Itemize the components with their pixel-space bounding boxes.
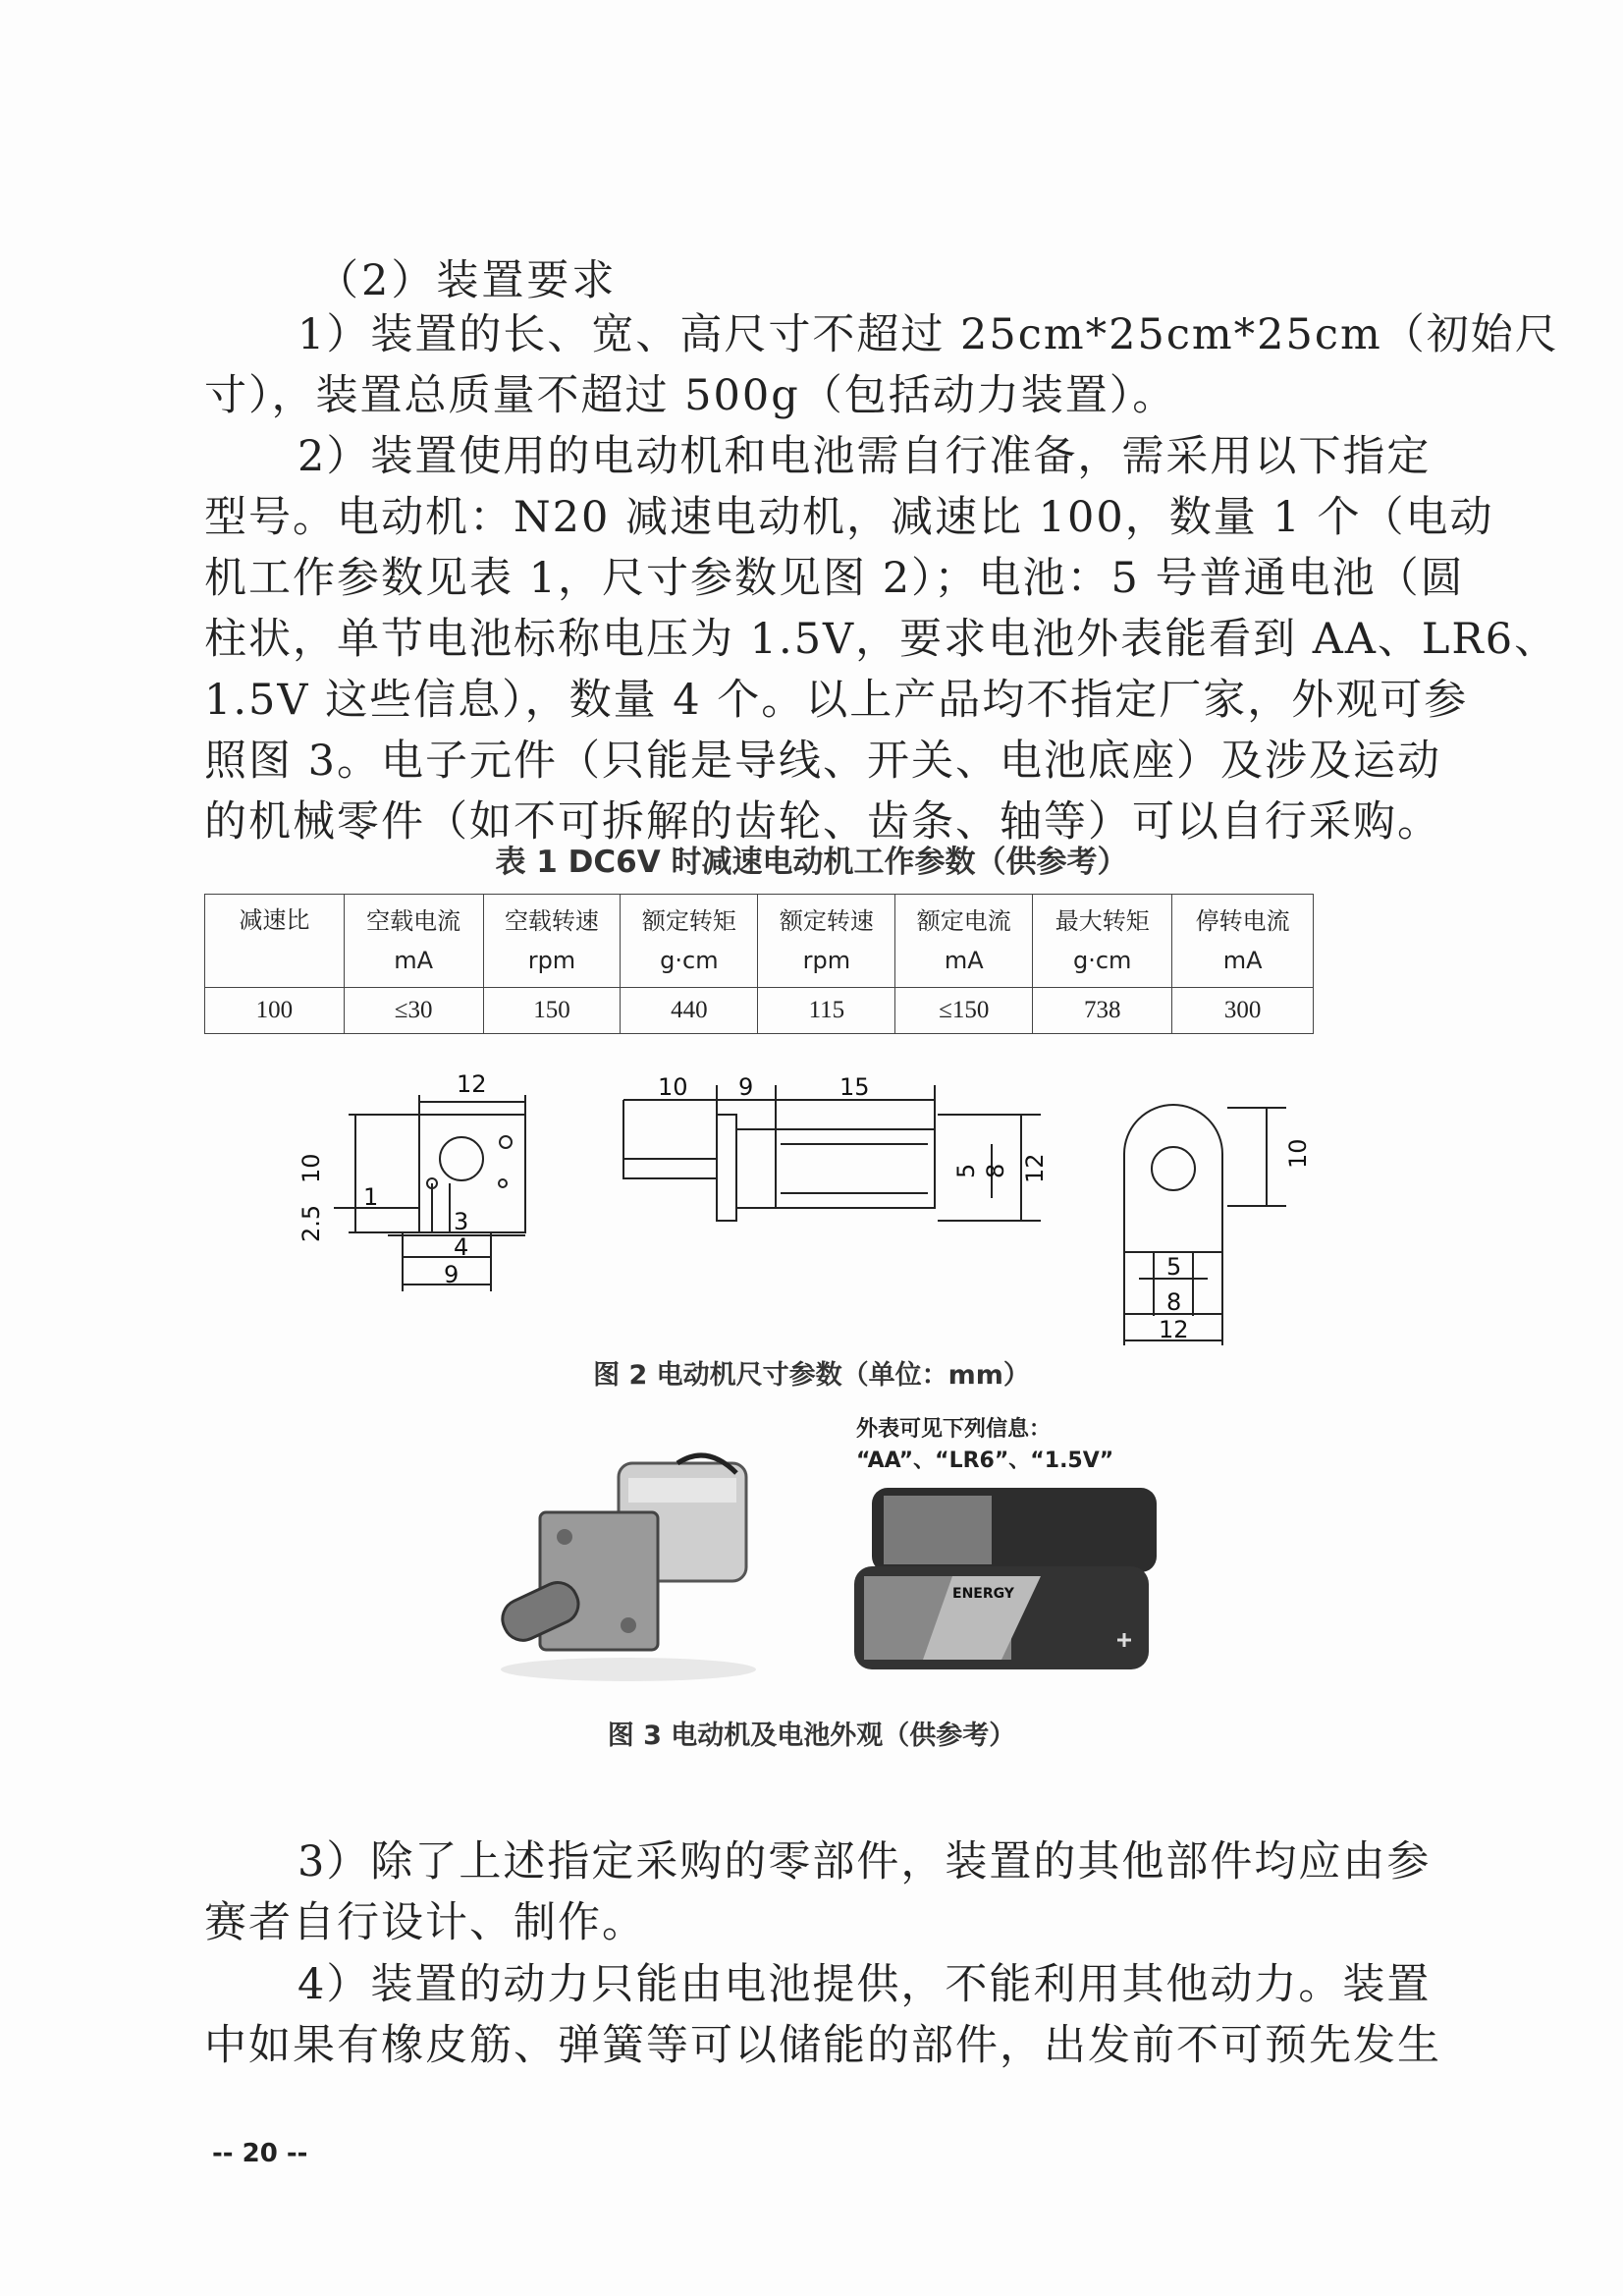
table-cell: ≤150 — [895, 988, 1033, 1034]
dim-label: 5 — [1166, 1253, 1182, 1281]
battery-note-line1: 外表可见下列信息： — [856, 1417, 1052, 1442]
table-cell: ≤30 — [344, 988, 483, 1034]
table-cell: 100 — [205, 988, 345, 1034]
battery-photo — [844, 1488, 1159, 1684]
header-cell: 停转电流 mA — [1172, 895, 1314, 988]
dim-label: 9 — [444, 1261, 460, 1288]
dim-label: 8 — [982, 1163, 1009, 1178]
dim-label: 10 — [1284, 1138, 1312, 1169]
header-cell: 额定电流 mA — [895, 895, 1033, 988]
dim-label: 15 — [839, 1073, 870, 1101]
text-line: 3）除了上述指定采购的零部件，装置的其他部件均应由参 — [298, 1837, 1432, 1886]
table-cell: 738 — [1033, 988, 1172, 1034]
header-cell: 最大转矩 g·cm — [1033, 895, 1172, 988]
dim-label: 1 — [363, 1183, 379, 1211]
header-cell: 空载转速 rpm — [483, 895, 621, 988]
paragraph-1 — [204, 304, 1559, 426]
dim-label: 3 — [454, 1208, 469, 1235]
dim-label: 12 — [457, 1070, 487, 1098]
text-line: 寸），装置总质量不超过 500g（包括动力装置）。 — [204, 371, 1177, 420]
dim-label: 2.5 — [298, 1204, 325, 1242]
text-line: 机工作参数见表 1，尺寸参数见图 2）；电池：5 号普通电池（圆 — [204, 554, 1465, 603]
text-line: 4）装置的动力只能由电池提供，不能利用其他动力。装置 — [298, 1960, 1432, 2009]
table-cell: 440 — [621, 988, 758, 1034]
page-number: -- 20 -- — [212, 2139, 308, 2168]
dim-label: 10 — [298, 1153, 325, 1183]
table-header-row — [205, 895, 1314, 988]
text-line: 赛者自行设计、制作。 — [204, 1898, 646, 1947]
motor-dimension-drawing — [295, 1061, 1375, 1355]
motor-parameters-table — [204, 894, 1314, 1034]
paragraph-4 — [204, 1954, 1441, 2076]
table-cell: 300 — [1172, 988, 1314, 1034]
end-view-drawing — [1124, 1105, 1286, 1345]
dim-label: 9 — [738, 1073, 754, 1101]
text-line: 2）装置使用的电动机和电池需自行准备，需采用以下指定 — [298, 432, 1432, 481]
section-heading: （2）装置要求 — [316, 256, 618, 305]
text-line: 中如果有橡皮筋、弹簧等可以储能的部件，出发前不可预先发生 — [204, 2021, 1441, 2070]
side-view-drawing — [623, 1085, 1041, 1221]
figure3-caption: 图 3 电动机及电池外观（供参考） — [607, 1721, 1016, 1751]
table-cell: 115 — [758, 988, 895, 1034]
header-cell: 减速比 — [205, 895, 345, 988]
dim-label: 8 — [1166, 1288, 1182, 1316]
table-cell: 150 — [483, 988, 621, 1034]
text-line: 的机械零件（如不可拆解的齿轮、齿条、轴等）可以自行采购。 — [204, 797, 1441, 847]
dim-label: 12 — [1159, 1316, 1189, 1343]
header-cell: 额定转速 rpm — [758, 895, 895, 988]
text-line: 1.5V 这些信息），数量 4 个。以上产品均不指定厂家，外观可参 — [204, 676, 1469, 725]
dim-label: 4 — [454, 1233, 469, 1261]
battery-label: ENERGY — [952, 1586, 1014, 1602]
battery-note-line2: “AA”、“LR6”、“1.5V” — [856, 1449, 1114, 1473]
text-line: 照图 3。电子元件（只能是导线、开关、电池底座）及涉及运动 — [204, 737, 1442, 786]
text-line: 1）装置的长、宽、高尺寸不超过 25cm*25cm*25cm（初始尺 — [298, 310, 1559, 359]
figure2-caption: 图 2 电动机尺寸参数（单位：mm） — [593, 1360, 1030, 1391]
text-line: 型号。电动机：N20 减速电动机，减速比 100，数量 1 个（电动 — [204, 493, 1494, 542]
motor-photo — [481, 1424, 776, 1699]
dim-label: 12 — [1021, 1153, 1049, 1183]
paragraph-3 — [204, 1831, 1432, 1953]
header-cell: 空载电流 mA — [344, 895, 483, 988]
table1-caption: 表 1 DC6V 时减速电动机工作参数（供参考） — [495, 845, 1128, 880]
header-cell: 额定转矩 g·cm — [621, 895, 758, 988]
paragraph-2 — [204, 426, 1559, 852]
table-row — [205, 988, 1314, 1034]
dim-label: 5 — [952, 1163, 980, 1178]
text-line: 柱状，单节电池标称电压为 1.5V，要求电池外表能看到 AA、LR6、 — [204, 615, 1559, 664]
dim-label: 10 — [658, 1073, 688, 1101]
